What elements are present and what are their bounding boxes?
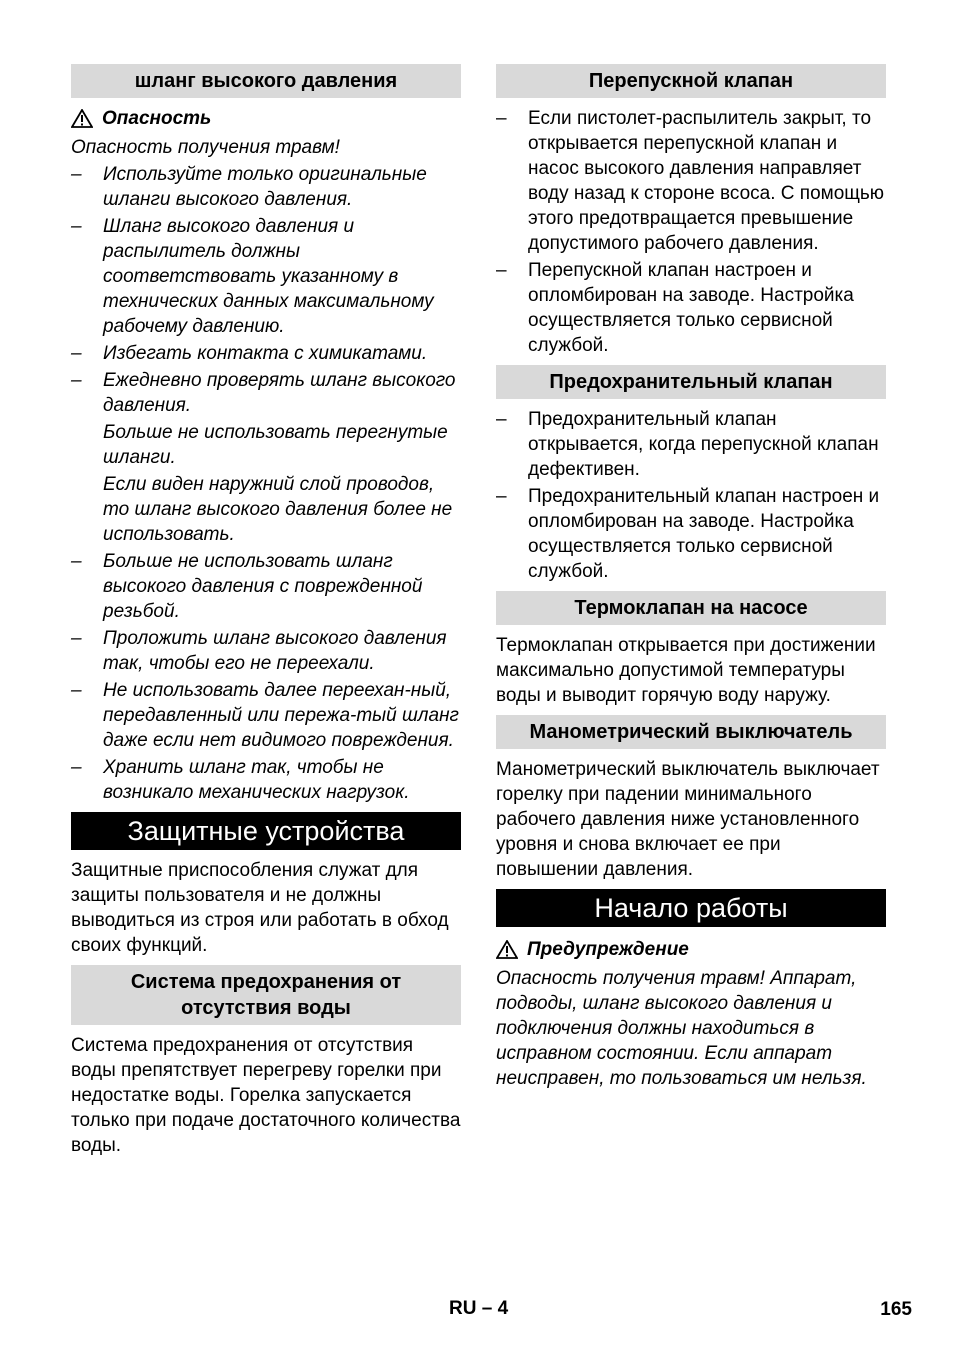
warning-title-text: Предупреждение [527, 939, 689, 960]
section-header-safety-valve: Предохранительный клапан [496, 365, 886, 399]
warning-triangle-icon [496, 940, 518, 959]
list-item: – Используйте только оригинальные шланги высокого давления. [71, 164, 427, 210]
section-header-protective-devices: Защитные устройства [71, 812, 461, 850]
list-item: – Избегать контакта с химикатами. [71, 343, 428, 364]
water-protection-text: Система предохранения от отсутствия воды препятствует перегреву горелки при недостатке воды. Горелка запускается только при подаче достаточного количества воды. [71, 1035, 461, 1156]
section-header-hose: шланг высокого давления [71, 64, 461, 98]
thermo-valve-text: Термоклапан открывается при достижении максимально допустимой температуры воды и выводит горячую воду наружу. [496, 635, 876, 706]
list-item-continuation: Больше не использовать перегнутые шланги. [103, 422, 448, 468]
section-header-pressure-switch: Манометрический выключатель [496, 715, 886, 749]
warning-title [496, 937, 886, 962]
footer-language-page: RU – 4 [449, 1298, 509, 1319]
section-header-bypass-valve: Перепускной клапан [496, 64, 886, 98]
section-header-water-protection: Система предохранения от отсутствия воды [71, 965, 461, 1025]
list-item: – Предохранительный клапан настроен и опломбирован на заводе. Настройка осуществляется только сервисной службой. [496, 486, 880, 582]
list-item: – Проложить шланг высокого давления так, чтобы его не переехали. [71, 628, 447, 674]
list-item: – Если пистолет-распылитель закрыт, то открывается перепускной клапан и насос высокого давления направляет воду назад к стороне всоса. С помощью этого предотвращается превышение допустимого рабочего давления. [496, 108, 885, 254]
footer-page-number: 165 [880, 1299, 912, 1320]
list-item: – Шланг высокого давления и распылитель должны соответствовать указанному в технических данных максимальному рабочему давлению. [71, 216, 434, 337]
protective-devices-text: Защитные приспособления служат для защиты пользователя и не должны выводиться из строя или работать в обход своих функций. [71, 860, 449, 956]
list-item: – Больше не использовать шланг высокого давления с поврежденной резьбой. [71, 551, 423, 622]
list-item: – Ежедневно проверять шланг высокого давления. [71, 370, 456, 416]
right-column [496, 64, 886, 1091]
warning-text: Опасность получения травм! Аппарат, подводы, шланг высокого давления и подключения должны находиться в исправном состоянии. Если аппарат неисправен, то пользоваться им нельзя. [496, 968, 867, 1089]
list-item-continuation: Если виден наружний слой проводов, то шланг высокого давления более не использовать. [103, 474, 453, 545]
list-item: – Предохранительный клапан открывается, когда перепускной клапан дефективен. [496, 409, 879, 480]
pressure-switch-text: Манометрический выключатель выключает горелку при падении минимального рабочего давления ниже установленного уровня и снова включает ее при повышении давления. [496, 759, 880, 880]
section-header-thermo-valve: Термоклапан на насосе [496, 591, 886, 625]
list-item: – Не использовать далее переехан-ный, передавленный или пережа-тый шланг даже если нет видимого повреждения. [71, 680, 459, 751]
list-item: – Перепускной клапан настроен и опломбирован на заводе. Настройка осуществляется только сервисной службой. [496, 260, 854, 356]
danger-title-text: Опасность [102, 108, 212, 129]
danger-text: Опасность получения травм! [71, 137, 340, 158]
left-column [71, 64, 461, 1158]
danger-title [71, 106, 461, 131]
list-item: – Хранить шланг так, чтобы не возникало механических нагрузок. [71, 757, 410, 803]
warning-triangle-icon [71, 109, 93, 128]
section-header-start-operation: Начало работы [496, 889, 886, 927]
